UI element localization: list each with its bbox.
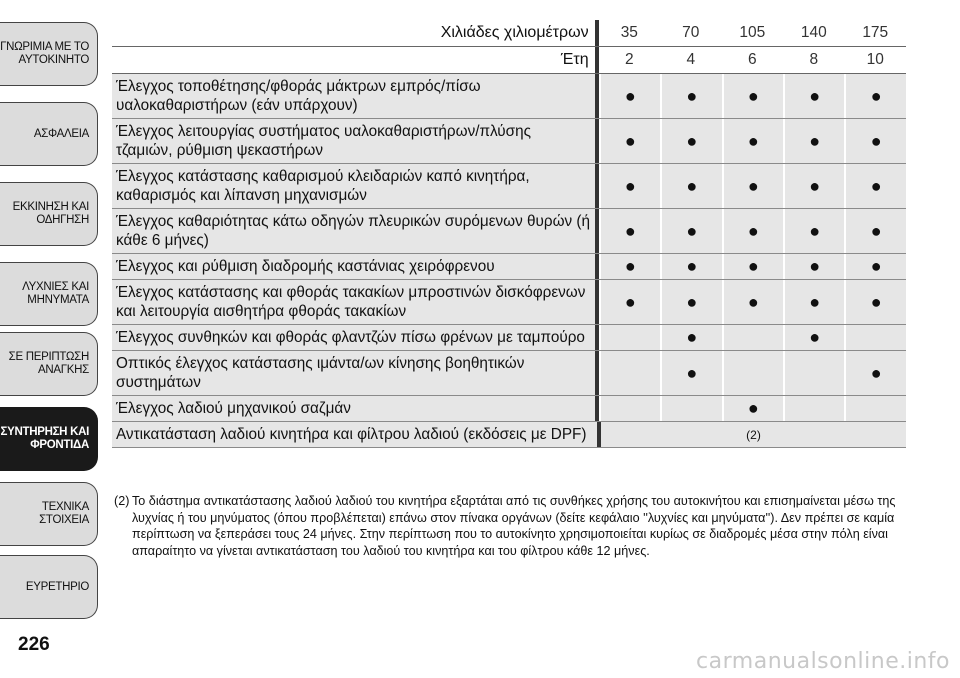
table-row-oil-change (112, 422, 906, 448)
service-dot-icon: ● (660, 74, 721, 118)
service-dot-icon: ● (722, 119, 783, 163)
years-value: 6 (747, 51, 757, 68)
row-description: Έλεγχος κατάστασης καθαρισμού κλειδαριών καπό κινητήρα, καθαρισμός και λίπανση μηχανισμών (112, 164, 595, 208)
service-dot-icon: ● (722, 209, 783, 253)
table-row (112, 254, 906, 280)
service-dot-icon: ● (783, 254, 844, 279)
years-value: 4 (686, 51, 696, 68)
tab-starting-driving[interactable] (0, 182, 98, 246)
service-dot-icon: ● (660, 280, 721, 324)
service-dot-icon: ● (783, 164, 844, 208)
tab-label: ΣΥΝΤΗΡΗΣΗ ΚΑΙ ΦΡΟΝΤΙΔΑ (0, 426, 89, 451)
service-dot-icon: ● (660, 209, 721, 253)
service-dot-icon: ● (660, 119, 721, 163)
row-description: Έλεγχος λαδιού μηχανικού σαζμάν (112, 396, 595, 421)
maintenance-schedule-table (112, 20, 906, 448)
service-dot-icon: ● (844, 351, 905, 395)
service-dot-icon: ● (844, 164, 905, 208)
table-row (112, 164, 906, 209)
service-dot-icon: ● (722, 280, 783, 324)
row-description: Έλεγχος λειτουργίας συστήματος υαλοκαθαριστήρων/πλύσης τζαμιών, ρύθμιση ψεκαστήρων (112, 119, 595, 163)
footnote-mark: (2) (114, 494, 130, 508)
service-dot-icon: ● (722, 254, 783, 279)
service-dot-icon: ● (722, 164, 783, 208)
service-dot-icon: ● (599, 74, 660, 118)
service-dot-icon: ● (783, 74, 844, 118)
row-note: (2) (601, 422, 906, 447)
tab-label: ΑΣΦΑΛΕΙΑ (33, 127, 89, 140)
table-row (112, 280, 906, 325)
tab-safety[interactable] (0, 102, 98, 166)
tab-emergency[interactable] (0, 332, 98, 396)
service-dot-icon: ● (783, 209, 844, 253)
years-value: 10 (866, 51, 884, 68)
tab-technical-data[interactable] (0, 482, 98, 546)
km-label: Χιλιάδες χιλιομέτρων (440, 24, 589, 41)
empty-cell (844, 396, 905, 421)
service-dot-icon: ● (599, 164, 660, 208)
table-row (112, 209, 906, 254)
row-description: Έλεγχος καθαριότητας κάτω οδηγών πλευρικών συρόμενων θυρών (ή κάθε 6 μήνες) (112, 209, 595, 253)
service-dot-icon: ● (599, 119, 660, 163)
km-value: 140 (800, 24, 827, 41)
service-dot-icon: ● (844, 254, 905, 279)
tab-warning-lights[interactable] (0, 262, 98, 326)
table-row (112, 119, 906, 164)
service-dot-icon: ● (660, 254, 721, 279)
empty-cell (599, 396, 660, 421)
years-value: 2 (625, 51, 634, 68)
tab-label: ΕΚΚΙΝΗΣΗ ΚΑΙ ΟΔΗΓΗΣΗ (12, 201, 89, 226)
km-header-row (112, 20, 906, 47)
table-body (112, 74, 906, 422)
years-label: Έτη (560, 51, 589, 68)
tab-label: ΛΥΧΝΙΕΣ ΚΑΙ ΜΗΝΥΜΑΤΑ (22, 281, 89, 306)
service-dot-icon: ● (783, 280, 844, 324)
row-description: Έλεγχος τοποθέτησης/φθοράς μάκτρων εμπρός/πίσω υαλοκαθαριστήρων (εάν υπάρχουν) (112, 74, 595, 118)
km-value: 105 (739, 24, 766, 41)
table-row (112, 396, 906, 422)
empty-cell (722, 351, 783, 395)
km-value: 175 (862, 24, 889, 41)
service-dot-icon: ● (844, 119, 905, 163)
years-value: 8 (809, 51, 819, 68)
tab-index[interactable] (0, 555, 98, 619)
tab-label: ΓΝΩΡΙΜΙΑ ΜΕ ΤΟ ΑΥΤΟΚΙΝΗΤΟ (0, 41, 89, 66)
table-row (112, 351, 906, 396)
table-row (112, 325, 906, 351)
service-dot-icon: ● (844, 280, 905, 324)
row-description: Οπτικός έλεγχος κατάστασης ιμάντα/ων κίνησης βοηθητικών συστημάτων (112, 351, 595, 395)
years-header-row (112, 47, 906, 74)
service-dot-icon: ● (599, 209, 660, 253)
service-dot-icon: ● (599, 280, 660, 324)
tab-label: ΕΥΡΕΤΗΡΙΟ (25, 580, 89, 593)
footnote (114, 493, 904, 559)
service-dot-icon: ● (844, 209, 905, 253)
tab-getting-to-know[interactable] (0, 22, 98, 86)
row-description: Έλεγχος κατάστασης και φθοράς τακακίων μπροστινών δισκόφρενων και λειτουργία αισθητήρα φθοράς τακακίων (112, 280, 595, 324)
empty-cell (783, 351, 844, 395)
row-description: Έλεγχος και ρύθμιση διαδρομής καστάνιας χειρόφρενου (112, 254, 595, 279)
empty-cell (599, 325, 660, 350)
km-value: 35 (620, 24, 638, 41)
watermark: carmanualsonline.info (696, 649, 950, 674)
tab-label: ΤΕΧΝΙΚΑ ΣΤΟΙΧΕΙΑ (39, 501, 89, 526)
service-dot-icon: ● (722, 396, 783, 421)
empty-cell (844, 325, 905, 350)
empty-cell (599, 351, 660, 395)
page-number: 226 (18, 634, 50, 655)
service-dot-icon: ● (783, 119, 844, 163)
service-dot-icon: ● (722, 74, 783, 118)
footnote-text: Το διάστημα αντικατάστασης λαδιού λαδιού του κινητήρα εξαρτάται από τις συνθήκες χρήσης του αυτοκινήτου και επισημαίνεται μέσω της λυχνίας ή του μηνύματος (όπου προβλέπεται) επάνω στον πίνακα οργάνων (δείτε κεφάλαιο ''λυχνίες και μηνύματα''). Δεν πρέπει σε καμία περίπτωση να ξεπεράσει τους 24 μήνες. Στην περίπτωση που το αυτοκίνητο χρησιμοποιείται κυρίως σε διαδρομές μέσα στην πόλη είναι απαραίτητο να γίνεται αντικατάσταση του λαδιού του κινητήρα και του φίλτρου κάθε 12 μήνες. (132, 494, 896, 558)
row-description: Αντικατάσταση λαδιού κινητήρα και φίλτρου λαδιού (εκδόσεις με DPF) (112, 422, 597, 447)
empty-cell (660, 396, 721, 421)
service-dot-icon: ● (660, 325, 721, 350)
tab-maintenance[interactable] (0, 407, 98, 471)
empty-cell (722, 325, 783, 350)
service-dot-icon: ● (660, 164, 721, 208)
service-dot-icon: ● (660, 351, 721, 395)
empty-cell (783, 396, 844, 421)
service-dot-icon: ● (783, 325, 844, 350)
tab-label: ΣΕ ΠΕΡΙΠΤΩΣΗ ΑΝΑΓΚΗΣ (8, 351, 89, 376)
service-dot-icon: ● (844, 74, 905, 118)
table-row (112, 74, 906, 119)
row-description: Έλεγχος συνθηκών και φθοράς φλαντζών πίσω φρένων με ταμπούρο (112, 325, 595, 350)
km-value: 70 (682, 24, 700, 41)
service-dot-icon: ● (599, 254, 660, 279)
